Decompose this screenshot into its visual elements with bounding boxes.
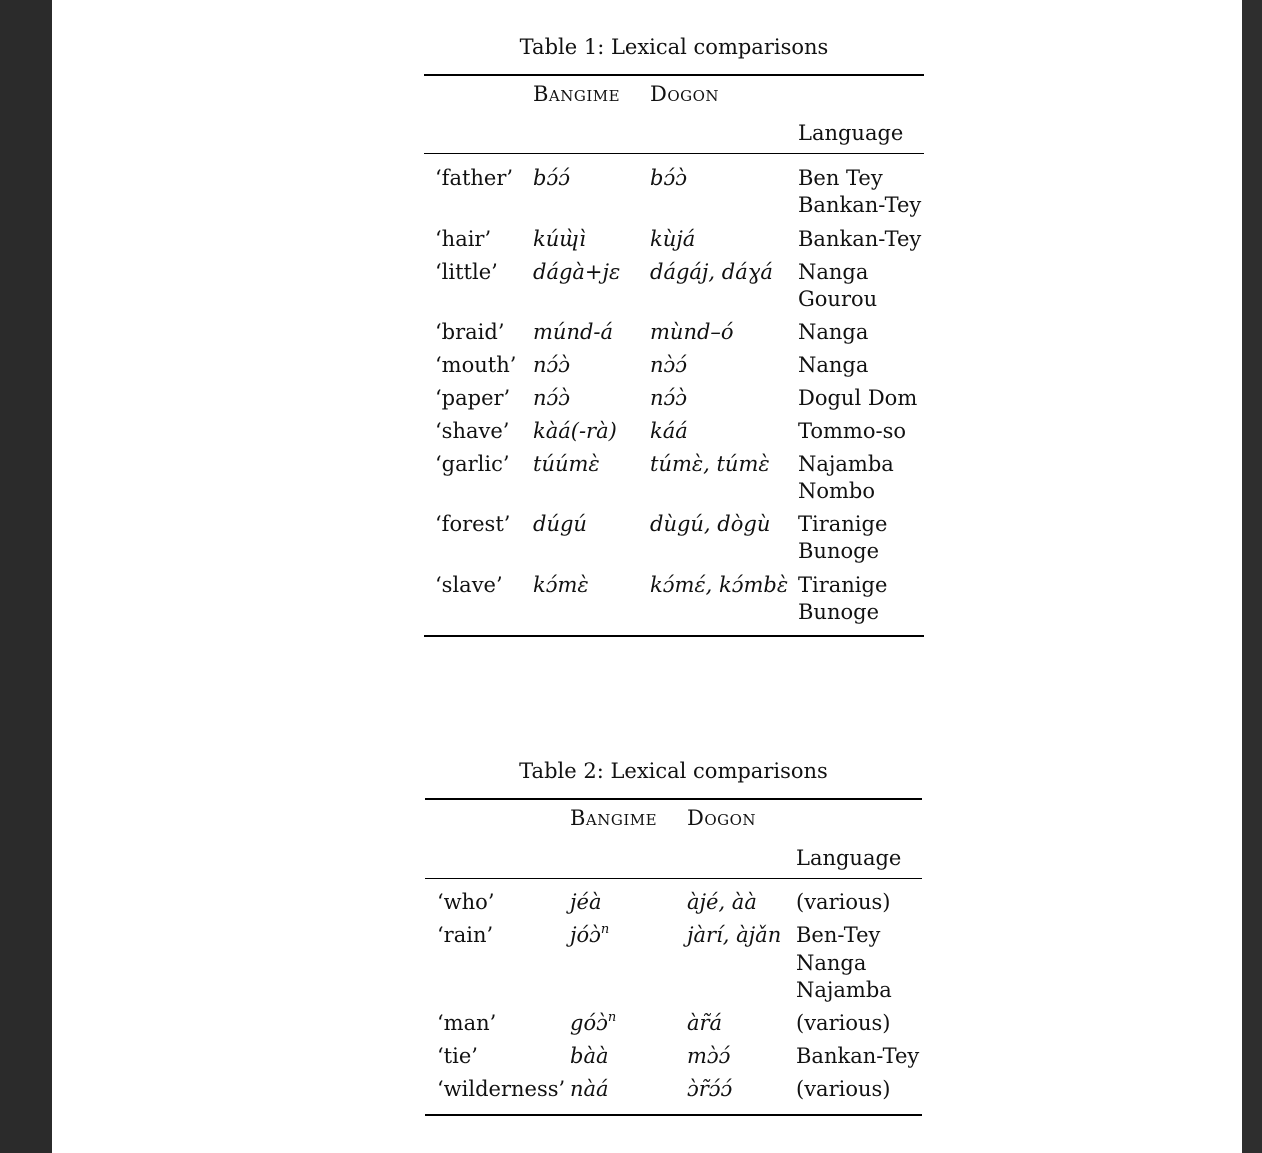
language-cell: Bunoge (798, 600, 879, 624)
dogon-cell: àr̃á (687, 1011, 723, 1035)
dogon-cell: káá (650, 419, 688, 443)
bangime-cell: dúgú (533, 512, 587, 536)
header-language: Language (798, 121, 904, 145)
gloss-cell: ‘who’ (437, 890, 495, 914)
gloss-cell: ‘slave’ (435, 573, 503, 597)
bangime-cell (570, 922, 609, 949)
dogon-cell: bɔ́ɔ̀ (650, 166, 687, 190)
dogon-cell: nɔ́ɔ̀ (650, 386, 688, 410)
header-dogon: Dogon (650, 82, 720, 106)
language-cell: Najamba (796, 978, 892, 1002)
gloss-cell: ‘tie’ (437, 1044, 478, 1068)
language-cell: (various) (796, 890, 891, 914)
language-cell: Nanga (798, 320, 869, 344)
bangime-cell: bɔ́ɔ́ (533, 166, 570, 190)
gloss-cell: ‘rain’ (437, 923, 494, 947)
bangime-text: jóɔ̀ (570, 923, 601, 947)
gloss-cell: ‘hair’ (435, 227, 492, 251)
dogon-cell: jàrí, àjǎn (687, 923, 782, 947)
language-cell: Tommo-so (798, 419, 907, 443)
dogon-cell: kɔ́mɛ́, kɔ́mbɛ̀ (650, 573, 789, 597)
gloss-cell: ‘paper’ (435, 386, 511, 410)
gloss-cell: ‘little’ (435, 260, 498, 284)
bangime-cell: nàá (570, 1077, 609, 1101)
language-cell: Nanga (798, 353, 869, 377)
bangime-cell: túúmɛ̀ (533, 452, 600, 476)
bangime-cell: kúɰ̀ì (533, 227, 586, 251)
dogon-cell: ɔ̀r̃ɔ́ɔ́ (687, 1077, 733, 1101)
language-cell: Bankan-Tey (798, 193, 922, 217)
gloss-cell: ‘braid’ (435, 320, 505, 344)
dogon-cell: dágáj, dáɣá (650, 260, 773, 284)
bangime-cell (570, 1010, 616, 1037)
language-cell: Gourou (798, 287, 878, 311)
bangime-cell: múnd-á (533, 320, 614, 344)
bangime-text: góɔ̀ (570, 1011, 608, 1035)
mid-rule (424, 153, 924, 154)
top-rule (425, 798, 922, 800)
nasal-superscript: n (600, 922, 610, 937)
bangime-cell: kàá(-rà) (533, 419, 617, 443)
top-rule (424, 74, 924, 76)
language-cell: Tiranige (798, 573, 888, 597)
language-cell: (various) (796, 1011, 891, 1035)
language-cell: Nanga (796, 951, 867, 975)
header-bangime: Bangime (533, 82, 621, 106)
dogon-cell: mùnd–ó (650, 320, 734, 344)
language-cell: Ben-Tey (796, 923, 881, 947)
header-language: Language (796, 846, 902, 870)
bangime-cell: nɔ́ɔ̀ (533, 386, 571, 410)
gloss-cell: ‘forest’ (435, 512, 511, 536)
gloss-cell: ‘mouth’ (435, 353, 517, 377)
table-1 (424, 34, 924, 644)
language-cell: Bankan-Tey (796, 1044, 920, 1068)
bangime-cell: kɔ́mɛ̀ (533, 573, 589, 597)
dogon-cell: dùgú, dògù (650, 512, 771, 536)
language-cell: Nanga (798, 260, 869, 284)
header-bangime: Bangime (570, 806, 658, 830)
table-2 (425, 758, 922, 1124)
bangime-cell: nɔ́ɔ̀ (533, 353, 571, 377)
bottom-rule (424, 635, 924, 637)
dogon-cell: kùjá (650, 227, 696, 251)
dogon-cell: mɔ̀ɔ́ (687, 1044, 731, 1068)
nasal-superscript: n (607, 1010, 617, 1025)
language-cell: Ben Tey (798, 166, 883, 190)
gloss-cell: ‘shave’ (435, 419, 510, 443)
language-cell: (various) (796, 1077, 891, 1101)
document-page (52, 0, 1242, 1153)
dogon-cell: nɔ̀ɔ́ (650, 353, 688, 377)
gloss-cell: ‘man’ (437, 1011, 497, 1035)
dogon-cell: àjé, àà (687, 890, 757, 914)
gloss-cell: ‘wilderness’ (437, 1077, 566, 1101)
language-cell: Tiranige (798, 512, 888, 536)
language-cell: Dogul Dom (798, 386, 918, 410)
bottom-rule (425, 1114, 922, 1116)
table-caption: Table 1: Lexical comparisons (519, 35, 829, 59)
bangime-cell: jéà (570, 890, 602, 914)
dogon-cell: túmɛ̀, túmɛ̀ (650, 452, 770, 476)
language-cell: Bankan-Tey (798, 227, 922, 251)
gloss-cell: ‘garlic’ (435, 452, 510, 476)
mid-rule (425, 878, 922, 879)
bangime-cell: dágà+jɛ (533, 260, 621, 284)
language-cell: Nombo (798, 479, 876, 503)
table-caption: Table 2: Lexical comparisons (519, 759, 828, 783)
language-cell: Najamba (798, 452, 894, 476)
right-scroll-edge (1242, 0, 1262, 1153)
gloss-cell: ‘father’ (435, 166, 514, 190)
language-cell: Bunoge (798, 539, 879, 563)
bangime-cell: bàà (570, 1044, 609, 1068)
header-dogon: Dogon (687, 806, 757, 830)
